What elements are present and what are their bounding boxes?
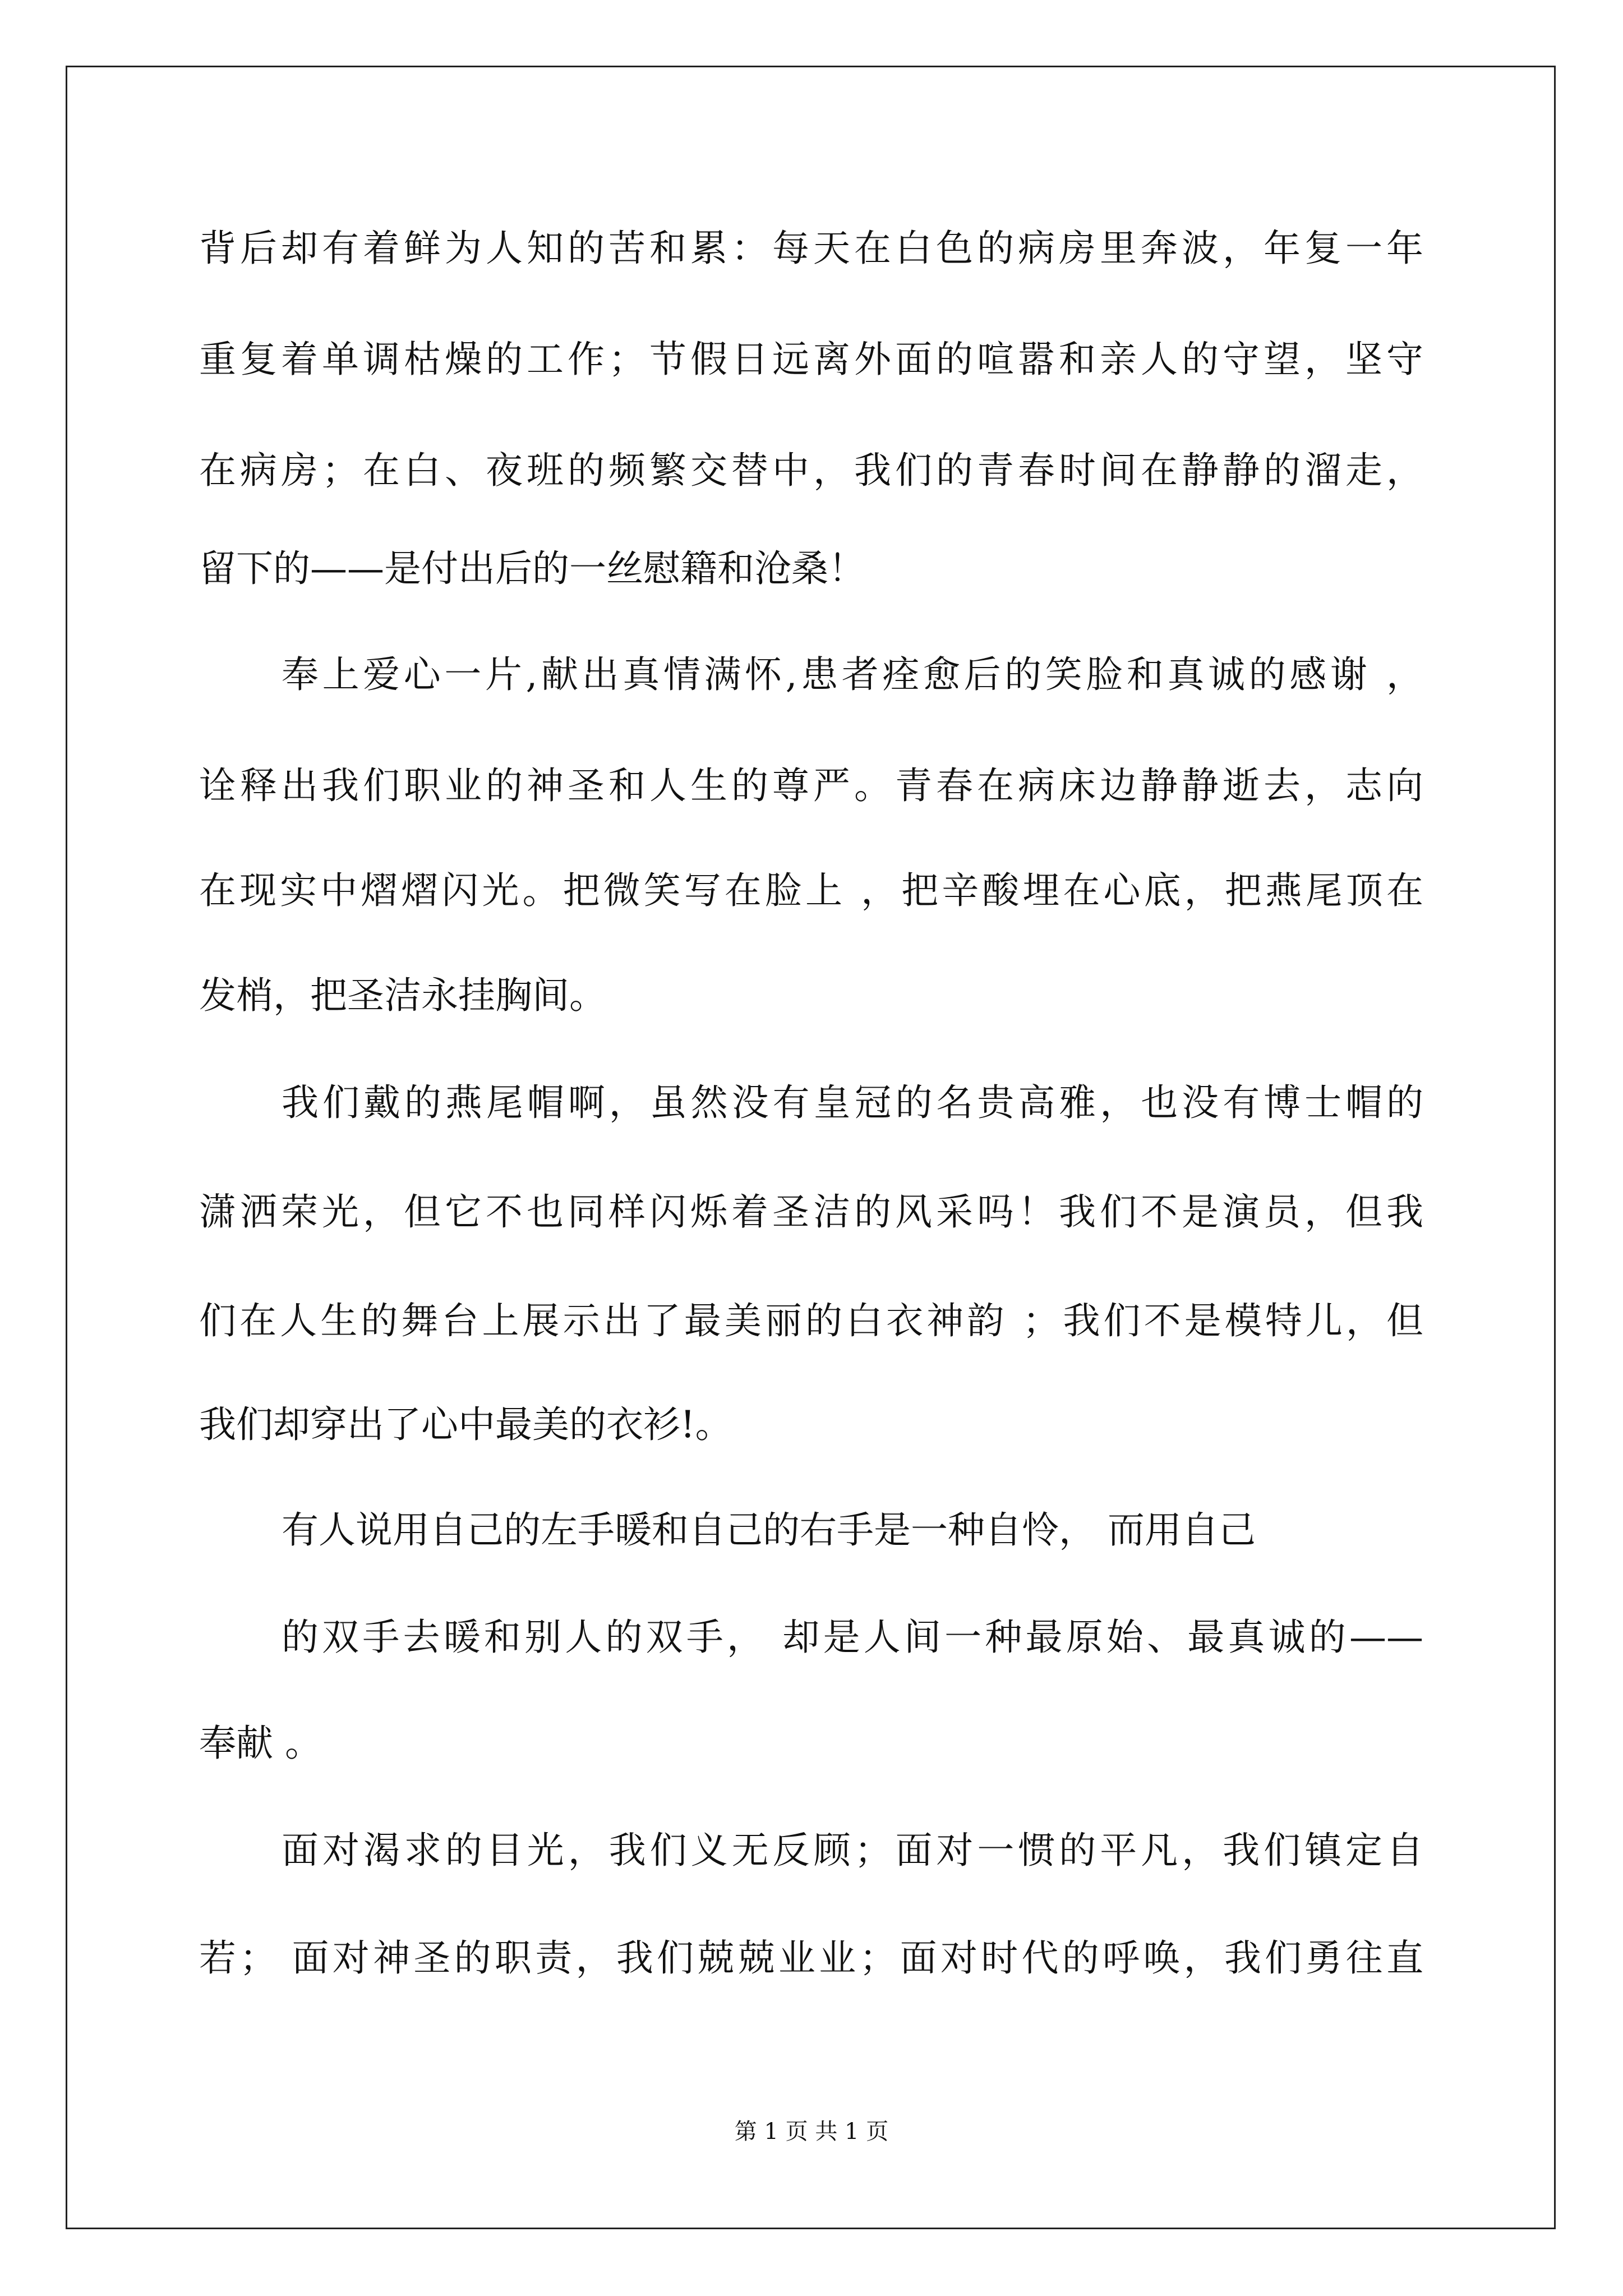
text-line-9: 我们戴的燕尾帽啊，虽然没有皇冠的名贵高雅，也没有博士帽的 xyxy=(282,1081,1423,1124)
text-line-12: 我们却穿出了心中最美的衣衫!。 xyxy=(199,1403,732,1446)
text-line-7: 在现实中熠熠闪光。把微笑写在脸上 ，把辛酸埋在心底，把燕尾顶在 xyxy=(199,869,1423,912)
text-line-5: 奉上爱心一片,献出真情满怀,患者痊愈后的笑脸和真诚的感谢 ， xyxy=(282,653,1423,696)
page-border xyxy=(66,66,1556,2229)
text-line-15: 奉献 。 xyxy=(199,1722,322,1765)
text-line-1: 背后却有着鲜为人知的苦和累：每天在白色的病房里奔波，年复一年 xyxy=(199,227,1423,270)
text-line-6: 诠释出我们职业的神圣和人生的尊严。青春在病床边静静逝去，志向 xyxy=(199,764,1423,807)
text-line-8: 发梢，把圣洁永挂胸间。 xyxy=(199,974,606,1017)
text-line-2: 重复着单调枯燥的工作；节假日远离外面的喧嚣和亲人的守望，坚守 xyxy=(199,338,1423,381)
text-line-11: 们在人生的舞台上展示出了最美丽的白衣神韵 ；我们不是模特儿，但 xyxy=(199,1299,1423,1342)
text-line-17: 若； 面对神圣的职责，我们兢兢业业；面对时代的呼唤，我们勇往直 xyxy=(199,1936,1423,1980)
text-line-16: 面对渴求的目光，我们义无反顾；面对一惯的平凡，我们镇定自 xyxy=(282,1829,1423,1872)
text-line-4: 留下的——是付出后的一丝慰籍和沧桑！ xyxy=(199,547,865,590)
text-line-10: 潇洒荣光，但它不也同样闪烁着圣洁的风采吗！我们不是演员，但我 xyxy=(199,1190,1423,1234)
text-line-13: 有人说用自己的左手暖和自己的右手是一种自怜， 而用自己 xyxy=(282,1508,1256,1552)
page-number-footer: 第 1 页 共 1 页 xyxy=(734,2119,889,2145)
text-line-14: 的双手去暖和别人的双手， 却是人间一种最原始、最真诚的—— xyxy=(282,1616,1423,1659)
text-line-3: 在病房；在白、夜班的频繁交替中，我们的青春时间在静静的溜走， xyxy=(199,449,1423,492)
